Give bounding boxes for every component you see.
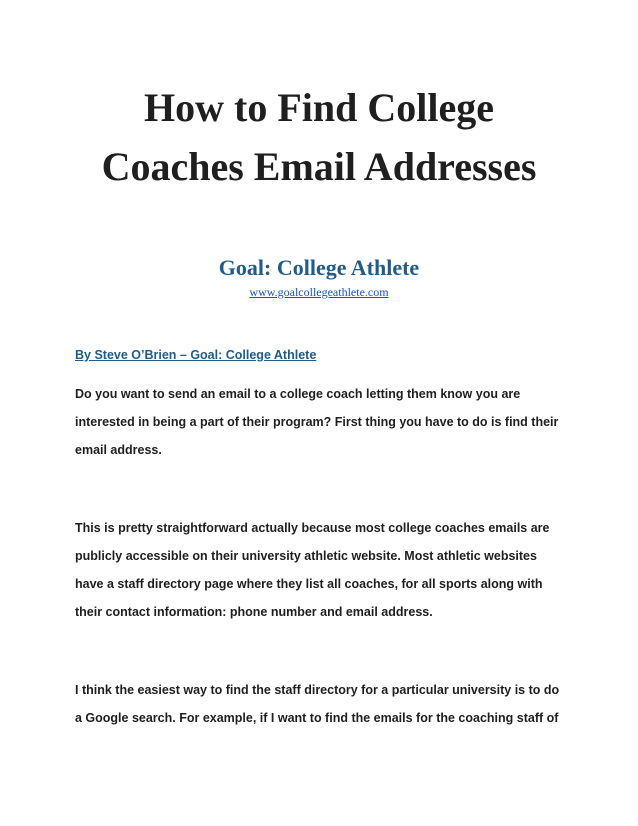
page-title-line: Coaches Email Addresses	[101, 144, 537, 189]
paragraph-line: I think the easiest way to find the staff directory for a particular university is to do	[75, 683, 560, 697]
site-name-heading: Goal: College Athlete	[218, 255, 420, 280]
paragraph	[75, 676, 575, 732]
page-title-line: How to Find College	[144, 85, 494, 130]
author-byline[interactable]: By Steve O’Brien – Goal: College Athlete	[75, 348, 317, 362]
paragraph-line: publicly accessible on their university athletic website. Most athletic websites	[75, 549, 537, 563]
page-title	[40, 78, 598, 196]
paragraph-line: This is pretty straightforward actually because most college coaches emails are	[75, 521, 550, 535]
paragraph	[75, 514, 575, 626]
paragraph	[75, 380, 575, 464]
paragraph-line: email address.	[75, 443, 162, 457]
paragraph-line: a Google search. For example, if I want to find the emails for the coaching staff of	[75, 711, 559, 725]
paragraph-line: interested in being a part of their program? First thing you have to do is find their	[75, 415, 559, 429]
paragraph-line: Do you want to send an email to a college coach letting them know you are	[75, 387, 521, 401]
website-link[interactable]: www.goalcollegeathlete.com	[249, 285, 389, 299]
paragraph-line: have a staff directory page where they list all coaches, for all sports along with	[75, 577, 543, 591]
paragraph-line: their contact information: phone number and email address.	[75, 605, 433, 619]
